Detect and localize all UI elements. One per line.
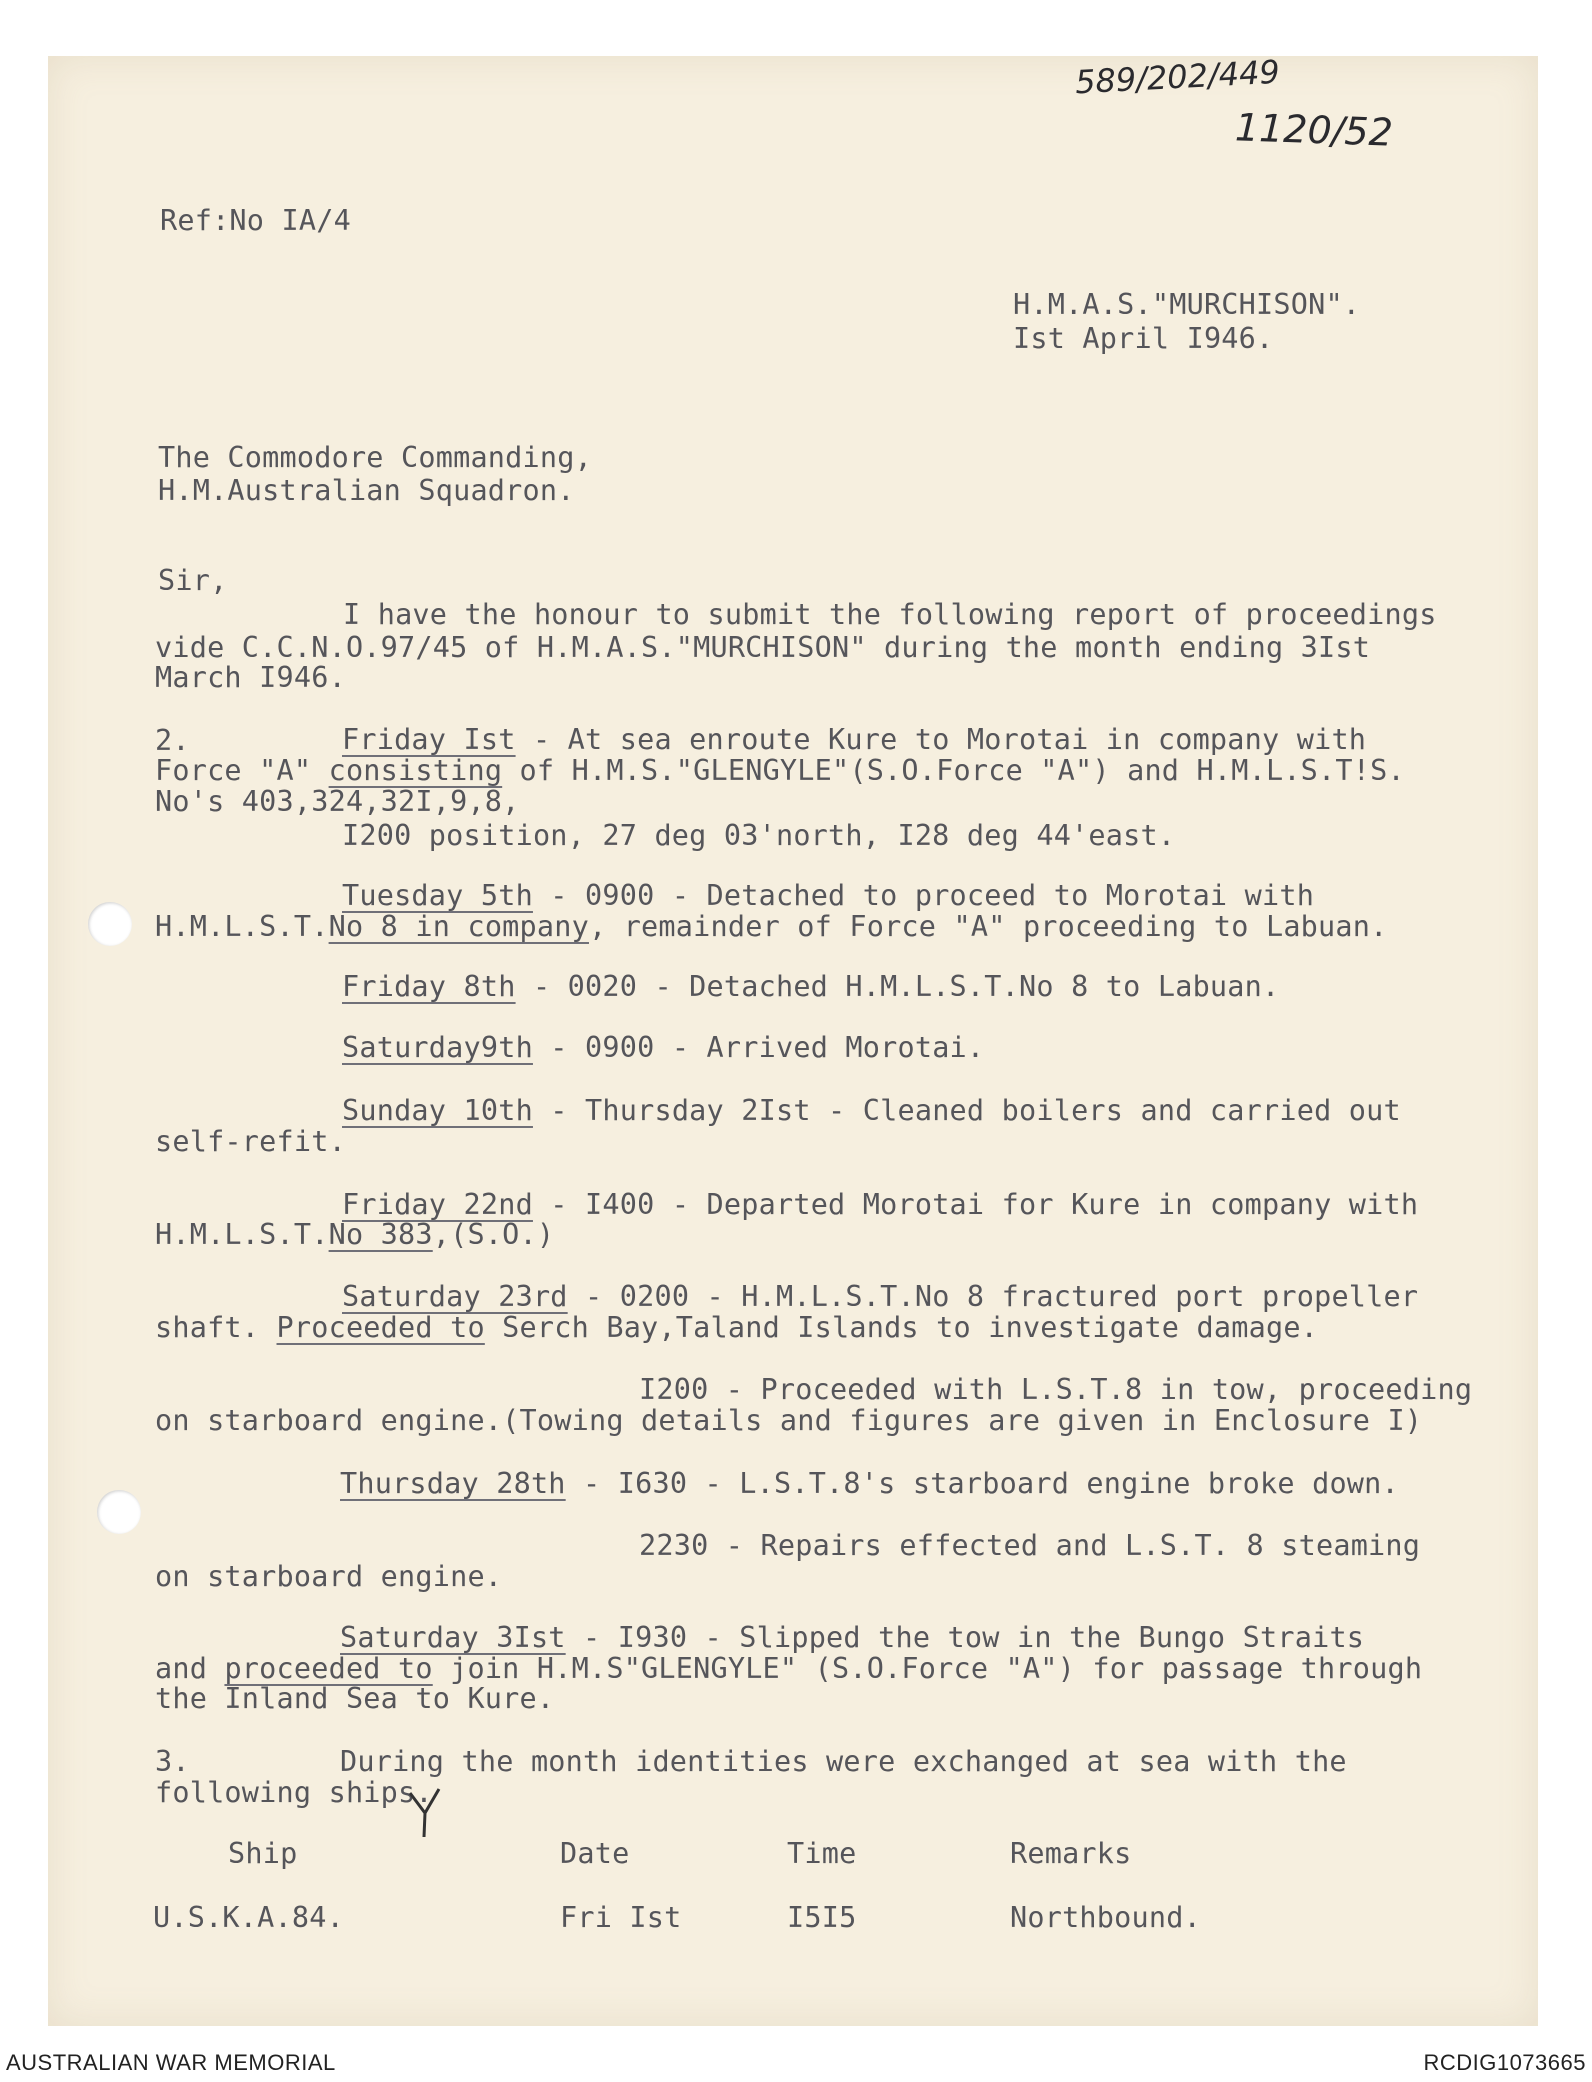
log-entry-line: on starboard engine. xyxy=(155,1560,503,1593)
log-entry xyxy=(342,879,1315,912)
entry-text: of H.M.S."GLENGYLE"(S.O.Force "A") and H.M.L.S.T!S. xyxy=(502,754,1405,787)
log-entry-line: I200 position, 27 deg 03'north, I28 deg 44'east. xyxy=(342,819,1176,852)
entry-text: Force "A" xyxy=(155,754,329,787)
pen-tick-mark xyxy=(405,1785,445,1840)
entry-text: - Thursday 2Ist - Cleaned boilers and carried out xyxy=(532,1094,1401,1127)
log-entry xyxy=(342,1188,1419,1221)
entry-day: Thursday 28th xyxy=(340,1467,566,1500)
log-entry-line: I200 - Proceeded with L.S.T.8 in tow, proceeding xyxy=(639,1373,1473,1406)
paragraph-number: 3. xyxy=(155,1745,190,1778)
entry-text: Proceeded to xyxy=(276,1311,485,1344)
log-entry-line: on starboard engine.(Towing details and figures are given in Enclosure I) xyxy=(155,1404,1423,1437)
log-entry xyxy=(342,1094,1401,1127)
punch-hole xyxy=(88,902,132,946)
log-entry-line xyxy=(155,910,1388,943)
entry-text: join H.M.S"GLENGYLE" (S.O.Force "A") for passage through xyxy=(432,1652,1423,1685)
table-cell-time: I5I5 xyxy=(787,1901,857,1934)
entry-text: No 383 xyxy=(328,1218,433,1251)
entry-text: - At sea enroute Kure to Morotai in company with xyxy=(515,723,1367,756)
addressee-line: H.M.Australian Squadron. xyxy=(158,474,575,507)
entry-day: Sunday 10th xyxy=(342,1094,533,1127)
table-cell-ship: U.S.K.A.84. xyxy=(153,1901,344,1934)
log-entry xyxy=(342,723,1367,756)
entry-day: Friday 8th xyxy=(342,970,516,1003)
entry-text: No 8 in company xyxy=(328,910,589,943)
entry-day: Saturday9th xyxy=(342,1031,533,1064)
entry-day: Saturday 23rd xyxy=(342,1280,568,1313)
punch-hole xyxy=(97,1490,141,1534)
letter-date: Ist April I946. xyxy=(1013,322,1274,355)
entry-text: consisting xyxy=(328,754,503,787)
log-entry xyxy=(342,970,1280,1003)
sender-ship: H.M.A.S."MURCHISON". xyxy=(1013,288,1361,321)
log-entry-line: No's 403,324,32I,9,8, xyxy=(155,785,520,818)
table-header-ship: Ship xyxy=(228,1837,298,1870)
intro-line: vide C.C.N.O.97/45 of H.M.A.S."MURCHISON" during the month ending 3Ist xyxy=(155,631,1371,664)
entry-day: Friday Ist xyxy=(342,723,516,756)
handwritten-reference: 589/202/449 xyxy=(1074,52,1281,102)
entry-text: H.M.L.S.T. xyxy=(155,1218,329,1251)
entry-text: - 0020 - Detached H.M.L.S.T.No 8 to Labuan. xyxy=(515,970,1280,1003)
log-entry-line xyxy=(155,1218,555,1251)
log-entry-line xyxy=(155,1652,1423,1685)
entry-text: ,(S.O.) xyxy=(432,1218,555,1251)
paragraph-number: 2. xyxy=(155,724,190,757)
entry-text: - I400 - Departed Morotai for Kure in company with xyxy=(532,1188,1419,1221)
log-entry xyxy=(340,1621,1365,1654)
table-header-date: Date xyxy=(560,1837,630,1870)
intro-line: March I946. xyxy=(155,661,346,694)
footer-archive-name: AUSTRALIAN WAR MEMORIAL xyxy=(6,2050,336,2075)
table-cell-remarks: Northbound. xyxy=(1010,1901,1201,1934)
salutation: Sir, xyxy=(158,564,228,597)
entry-text: - 0200 - H.M.L.S.T.No 8 fractured port propeller xyxy=(567,1280,1419,1313)
entry-day: Saturday 3Ist xyxy=(340,1621,566,1654)
log-entry-line: self-refit. xyxy=(155,1125,346,1158)
entry-day: Tuesday 5th xyxy=(342,879,533,912)
entry-text: shaft. xyxy=(155,1311,277,1344)
log-entry-line: the Inland Sea to Kure. xyxy=(155,1682,555,1715)
entry-text: Serch Bay,Taland Islands to investigate damage. xyxy=(484,1311,1319,1344)
log-entry-line: 2230 - Repairs effected and L.S.T. 8 steaming xyxy=(639,1529,1421,1562)
entry-text: - I630 - L.S.T.8's starboard engine broke down. xyxy=(565,1467,1399,1500)
paragraph-line: following ships. xyxy=(155,1776,433,1809)
entry-text: H.M.L.S.T. xyxy=(155,910,329,943)
log-entry xyxy=(340,1467,1399,1500)
table-header-remarks: Remarks xyxy=(1010,1837,1132,1870)
entry-text: proceeded to xyxy=(224,1652,433,1685)
entry-text: and xyxy=(155,1652,225,1685)
handwritten-reference: 1120/52 xyxy=(1234,105,1394,155)
paragraph-line: During the month identities were exchanged at sea with the xyxy=(340,1745,1347,1778)
footer-record-id: RCDIG1073665 xyxy=(1423,2050,1586,2075)
log-entry-line xyxy=(155,1311,1319,1344)
table-header-time: Time xyxy=(787,1837,857,1870)
table-cell-date: Fri Ist xyxy=(560,1901,682,1934)
addressee-line: The Commodore Commanding, xyxy=(158,441,592,474)
entry-day: Friday 22nd xyxy=(342,1188,533,1221)
entry-text: - 0900 - Detached to proceed to Morotai with xyxy=(532,879,1315,912)
log-entry xyxy=(342,1031,985,1064)
intro-line: I have the honour to submit the following report of proceedings xyxy=(343,598,1437,631)
entry-text: , remainder of Force "A" proceeding to Labuan. xyxy=(588,910,1388,943)
log-entry-line xyxy=(155,754,1405,787)
log-entry xyxy=(342,1280,1419,1313)
entry-text: - I930 - Slipped the tow in the Bungo Straits xyxy=(565,1621,1365,1654)
entry-text: - 0900 - Arrived Morotai. xyxy=(532,1031,985,1064)
reference-number: Ref:No IA/4 xyxy=(160,204,351,237)
